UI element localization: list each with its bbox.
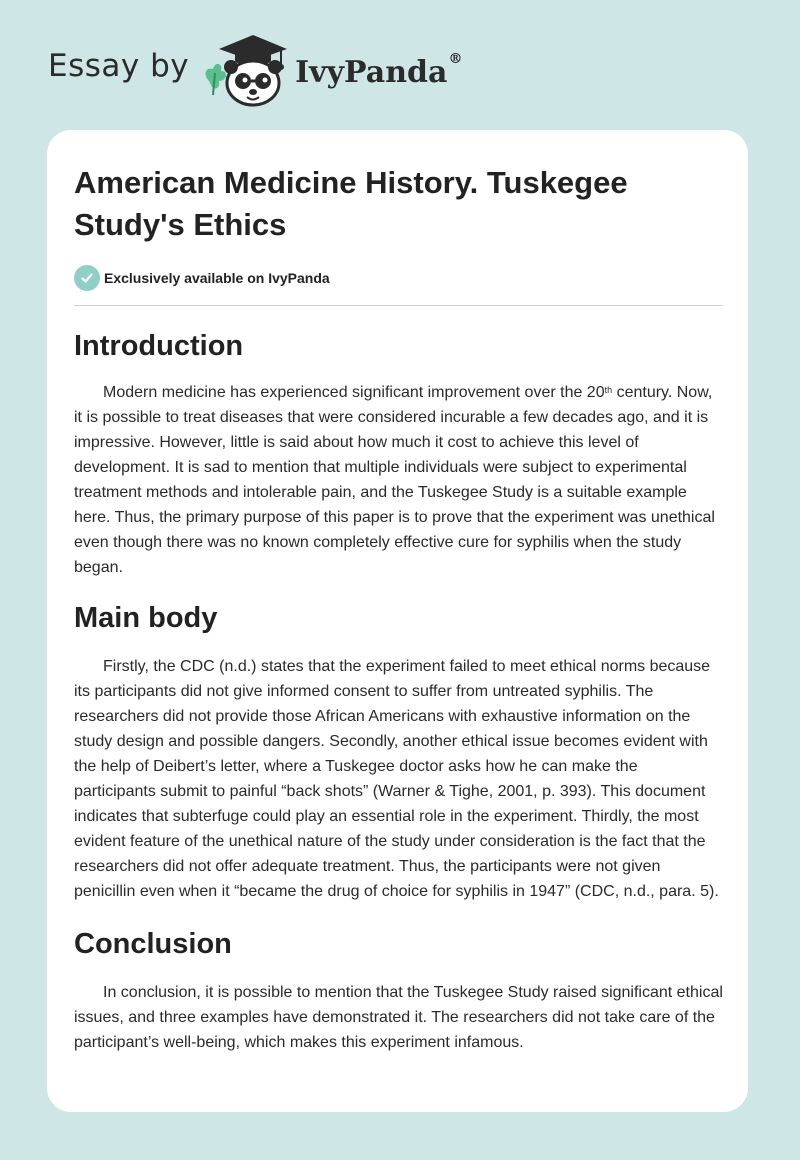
section-heading-conclusion: Conclusion — [74, 928, 232, 960]
essay-title — [74, 162, 723, 246]
exclusive-label: Exclusively available on IvyPanda — [104, 270, 330, 286]
essay-card — [47, 130, 748, 1112]
check-icon — [74, 265, 100, 291]
essay-title-line-1: American Medicine History. Tuskegee — [74, 165, 628, 200]
intro-text-part-1: Modern medicine has experienced significant improvement over the 20 — [103, 384, 605, 401]
section-heading-introduction: Introduction — [74, 330, 244, 362]
panda-logo-icon[interactable] — [201, 31, 291, 109]
title-divider — [74, 305, 723, 306]
intro-text-part-2: century. Now, it is possible to treat diseases that were considered incurable a few decades ago, and it is impressive. However, little is said about how much it cost to achieve this level of development. It is sad to mention that multiple individuals were subject to experimental treatment methods and intolerable pain, and the Tuskegee Study is a suitable example here. Thus, the primary purpose of this paper is to prove that the experiment was unethical even though there was no known completely effective cure for syphilis when the study began. — [74, 384, 715, 576]
brand-text: IvyPanda — [295, 54, 448, 90]
registered-mark: ® — [448, 50, 463, 67]
section-text-main-body: Firstly, the CDC (n.d.) states that the experiment failed to meet ethical norms because its participants did not give informed consent to suffer from untreated syphilis. The researchers did not provide those African Americans with exhaustive information on the study design and possible dangers. Secondly, another ethical issue becomes evident with the help of Deibert’s letter, where a Tuskegee doctor asks how he can make the participants submit to painful “back shots” (Warner & Tighe, 2001, p. 393). This document indicates that subterfuge could play an essential role in the experiment. Thirdly, the most evident feature of the unethical nature of the study under consideration is the fact that the researchers did not offer adequate treatment. Thus, the participants were not given penicillin even when it “became the drug of choice for syphilis in 1947” (CDC, n.d., para. 5). — [74, 658, 719, 900]
section-heading-main-body: Main body — [74, 602, 218, 634]
brand-name[interactable] — [295, 50, 463, 90]
site-header — [48, 30, 462, 110]
intro-superscript: th — [604, 385, 613, 395]
section-text-introduction — [74, 380, 723, 580]
essay-title-line-2: Study's Ethics — [74, 207, 287, 242]
essay-content — [74, 162, 723, 1055]
section-text-conclusion: In conclusion, it is possible to mention that the Tuskegee Study raised significant ethical issues, and three examples have demonstrated it. The researchers did not take care of the participant’s well-being, which makes this experiment infamous. — [74, 984, 723, 1051]
exclusive-badge — [74, 264, 723, 292]
essay-by-label: Essay by — [48, 48, 190, 84]
